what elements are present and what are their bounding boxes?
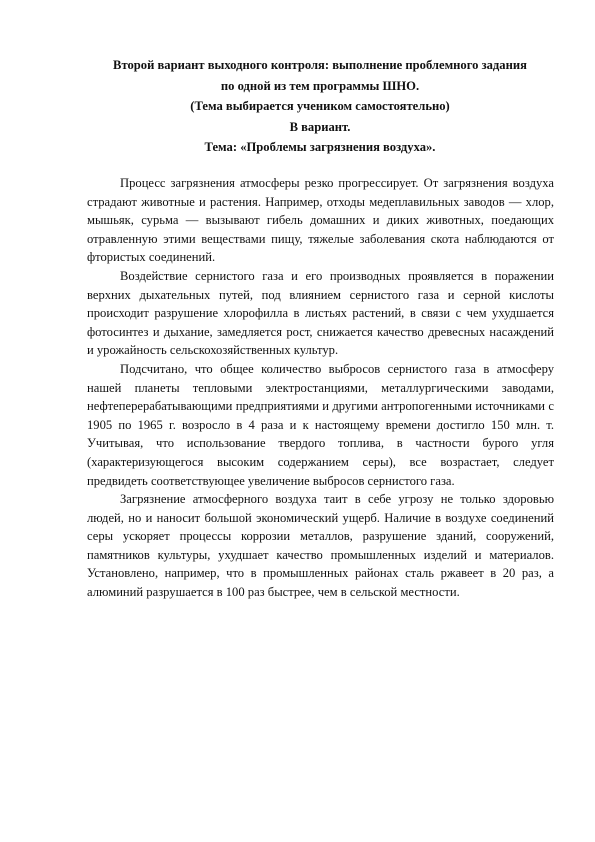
heading-line-topic: Тема: «Проблемы загрязнения воздуха». (204, 140, 436, 154)
document-heading (60, 55, 580, 158)
paragraph-economic-damage: Загрязнение атмосферного воздуха таит в себе угрозу не только здоровью людей, но и наносит большой экономический ущерб. Наличие в воздухе соединений серы ускоряет процессы коррозии металлов, разрушение зданий, сооружений, памятников культуры, ухудшает качество промышленных изделий и материалов. Установлено, например, что в промышленных районах сталь ржавеет в 20 раз, а алюминий разрушается в 100 раз быстрее, чем в сельской местности. (87, 492, 554, 600)
document-body (87, 174, 554, 602)
paragraph-air-pollution: Процесс загрязнения атмосферы резко прогрессирует. От загрязнения воздуха страдают животные и растения. Например, отходы медеплавильных заводов — хлор, мышьяк, сурьма — вызывают гибель домашних и диких животных, поедающих отравленную этими веществами пищу, тяжелые заболевания скота наблюдаются от фтористых соединений. (87, 176, 554, 265)
paragraph-emissions-growth: Подсчитано, что общее количество выбросов сернистого газа в атмосферу нашей планеты тепловыми электростанциями, металлургическими заводами, нефтеперерабатывающими предприятиями и другими антропогенными источниками с 1905 по 1965 г. возросло в 4 раза и к настоящему времени достигло 150 млн. т. Учитывая, что использование твердого топлива, в частности бурого угля (характеризующегося высоким содержанием серы), все возрастает, следует предвидеть соответствующее увеличение выбросов сернистого газа. (87, 361, 554, 488)
heading-line-variant: В вариант. (289, 119, 351, 134)
paragraph-sulfur-dioxide-effects: Воздействие сернистого газа и его производных проявляется в поражении верхних дыхательных путей, под влиянием сернистого газа и серной кислоты происходит разрушение хлорофилла в листьях растений, в связи с чем ухудшается фотосинтез и дыхание, замедляется рост, снижается качество древесных насаждений и урожайность сельскохозяйственных культур. (87, 268, 554, 358)
heading-line-program: по одной из тем программы ШНО. (220, 78, 420, 93)
heading-line-task: Второй вариант выходного контроля: выполнение проблемного задания (113, 58, 527, 72)
heading-line-note: (Тема выбирается учеником самостоятельно) (190, 99, 450, 113)
